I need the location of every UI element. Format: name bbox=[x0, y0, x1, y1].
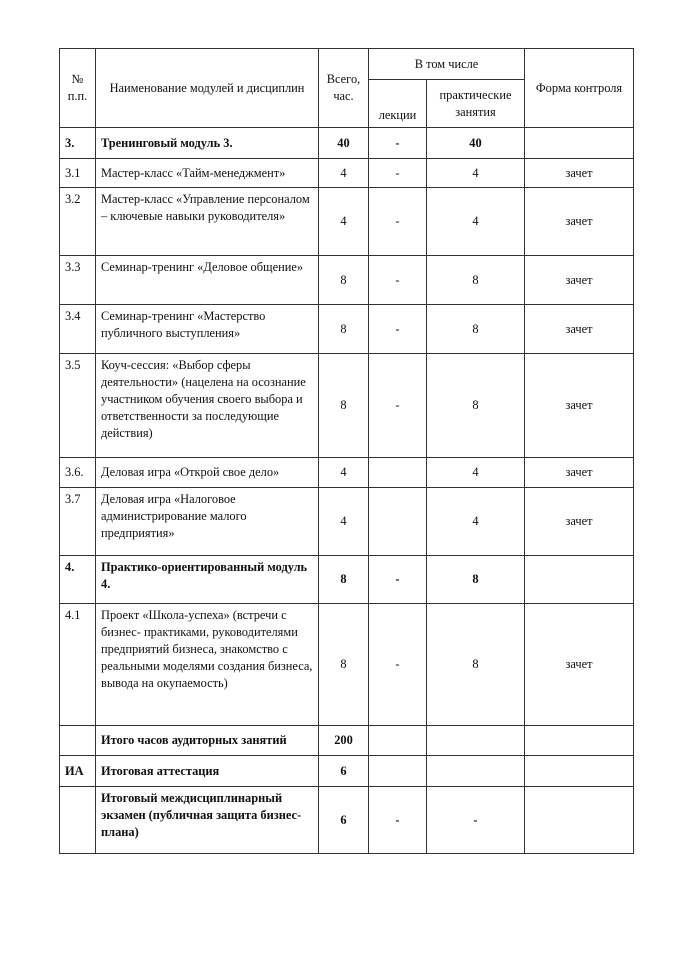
row-lectures: - bbox=[369, 556, 427, 604]
row-num: 3.6. bbox=[60, 458, 96, 488]
row-practical: 8 bbox=[427, 305, 525, 354]
header-control: Форма контроля bbox=[525, 49, 634, 128]
row-control: зачет bbox=[525, 159, 634, 188]
row-name: Семинар-тренинг «Деловое общение» bbox=[96, 256, 319, 305]
row-lectures: - bbox=[369, 256, 427, 305]
row-num: 3. bbox=[60, 128, 96, 159]
row-total: 4 bbox=[319, 488, 369, 556]
header-including: В том числе bbox=[369, 49, 525, 80]
row-num: 4. bbox=[60, 556, 96, 604]
row-lectures bbox=[369, 458, 427, 488]
row-practical: 4 bbox=[427, 488, 525, 556]
row-num: 3.5 bbox=[60, 354, 96, 458]
row-name: Коуч-сессия: «Выбор сферы деятельности» (нацелена на осознание участником обучения своего выбора и ответственности за последующие действия) bbox=[96, 354, 319, 458]
row-practical: 4 bbox=[427, 458, 525, 488]
table-row bbox=[60, 305, 634, 354]
row-name: Итоговый междисциплинарный экзамен (публичная защита бизнес-плана) bbox=[96, 787, 319, 854]
row-lectures bbox=[369, 756, 427, 787]
row-num: 3.4 bbox=[60, 305, 96, 354]
row-name: Мастер-класс «Управление персоналом – ключевые навыки руководителя» bbox=[96, 188, 319, 256]
row-num: 4.1 bbox=[60, 604, 96, 726]
row-num bbox=[60, 726, 96, 756]
table-row bbox=[60, 556, 634, 604]
row-name: Итоговая аттестация bbox=[96, 756, 319, 787]
row-total: 8 bbox=[319, 354, 369, 458]
row-num: 3.7 bbox=[60, 488, 96, 556]
row-lectures: - bbox=[369, 787, 427, 854]
row-lectures: - bbox=[369, 188, 427, 256]
row-total: 6 bbox=[319, 787, 369, 854]
row-name: Семинар-тренинг «Мастерство публичного выступления» bbox=[96, 305, 319, 354]
row-name: Итого часов аудиторных занятий bbox=[96, 726, 319, 756]
row-name: Проект «Школа-успеха» (встречи с бизнес- практиками, руководителями предприятий бизнеса, знакомство с реальными моделями создания бизнеса, вывода на окупаемость) bbox=[96, 604, 319, 726]
table-row bbox=[60, 756, 634, 787]
table-row bbox=[60, 159, 634, 188]
header-lectures: лекции bbox=[369, 80, 427, 128]
row-control bbox=[525, 787, 634, 854]
row-total: 8 bbox=[319, 556, 369, 604]
table-row bbox=[60, 488, 634, 556]
row-control: зачет bbox=[525, 604, 634, 726]
row-control bbox=[525, 128, 634, 159]
row-practical: 8 bbox=[427, 556, 525, 604]
row-lectures bbox=[369, 488, 427, 556]
row-total: 8 bbox=[319, 256, 369, 305]
row-control bbox=[525, 726, 634, 756]
row-total: 8 bbox=[319, 604, 369, 726]
row-lectures: - bbox=[369, 159, 427, 188]
row-num: 3.2 bbox=[60, 188, 96, 256]
row-lectures: - bbox=[369, 128, 427, 159]
row-practical bbox=[427, 756, 525, 787]
row-total: 40 bbox=[319, 128, 369, 159]
row-practical: 4 bbox=[427, 188, 525, 256]
row-total: 4 bbox=[319, 159, 369, 188]
table-row bbox=[60, 354, 634, 458]
table-row bbox=[60, 188, 634, 256]
row-control: зачет bbox=[525, 488, 634, 556]
row-practical bbox=[427, 726, 525, 756]
row-control: зачет bbox=[525, 305, 634, 354]
row-total: 4 bbox=[319, 188, 369, 256]
curriculum-table bbox=[59, 48, 634, 854]
table-row bbox=[60, 458, 634, 488]
header-practical: практические занятия bbox=[427, 80, 525, 128]
row-practical: 8 bbox=[427, 256, 525, 305]
row-name: Деловая игра «Налоговое администрирование малого предприятия» bbox=[96, 488, 319, 556]
row-practical: 40 bbox=[427, 128, 525, 159]
row-name: Тренинговый модуль 3. bbox=[96, 128, 319, 159]
row-total: 6 bbox=[319, 756, 369, 787]
row-num: 3.3 bbox=[60, 256, 96, 305]
table-row bbox=[60, 726, 634, 756]
row-num: ИА bbox=[60, 756, 96, 787]
row-practical: 4 bbox=[427, 159, 525, 188]
row-lectures: - bbox=[369, 354, 427, 458]
row-control bbox=[525, 756, 634, 787]
row-control: зачет bbox=[525, 188, 634, 256]
row-practical: 8 bbox=[427, 354, 525, 458]
row-num bbox=[60, 787, 96, 854]
row-control: зачет bbox=[525, 256, 634, 305]
row-lectures: - bbox=[369, 305, 427, 354]
table-row bbox=[60, 604, 634, 726]
row-name: Мастер-класс «Тайм-менеджмент» bbox=[96, 159, 319, 188]
table-row bbox=[60, 787, 634, 854]
header-num: № п.п. bbox=[60, 49, 96, 128]
row-total: 4 bbox=[319, 458, 369, 488]
row-control bbox=[525, 556, 634, 604]
row-lectures: - bbox=[369, 604, 427, 726]
row-num: 3.1 bbox=[60, 159, 96, 188]
header-name: Наименование модулей и дисциплин bbox=[96, 49, 319, 128]
row-name: Практико-ориентированный модуль 4. bbox=[96, 556, 319, 604]
row-control: зачет bbox=[525, 458, 634, 488]
row-control: зачет bbox=[525, 354, 634, 458]
row-total: 200 bbox=[319, 726, 369, 756]
table-row bbox=[60, 256, 634, 305]
table-row bbox=[60, 128, 634, 159]
header-total: Всего, час. bbox=[319, 49, 369, 128]
row-practical: - bbox=[427, 787, 525, 854]
row-total: 8 bbox=[319, 305, 369, 354]
row-lectures bbox=[369, 726, 427, 756]
row-practical: 8 bbox=[427, 604, 525, 726]
row-name: Деловая игра «Открой свое дело» bbox=[96, 458, 319, 488]
